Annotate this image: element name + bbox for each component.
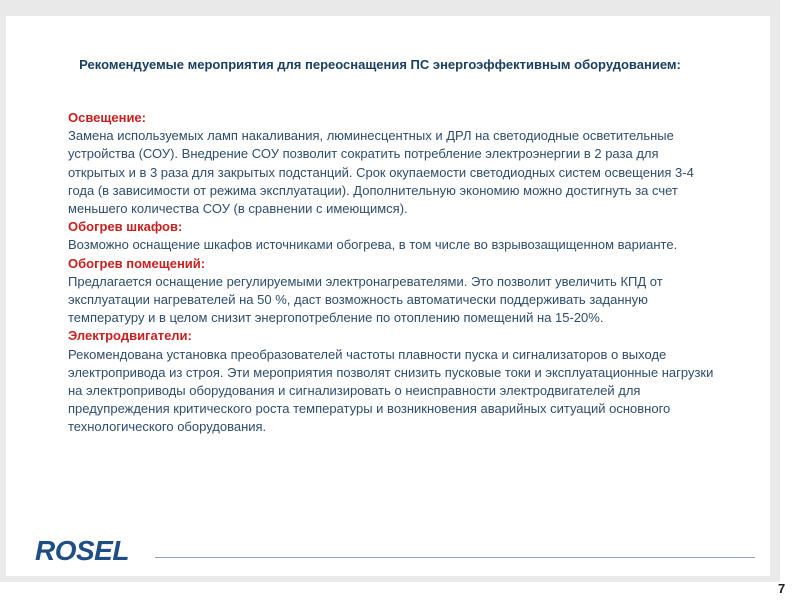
section-cabinet-heating [68, 218, 718, 254]
content-body [68, 109, 718, 437]
section-heading: Обогрев шкафов: [68, 219, 183, 235]
logo-text: ROSEL [35, 535, 129, 564]
section-heading: Обогрев помещений: [68, 255, 206, 271]
footer-divider [155, 557, 755, 558]
page-number: 7 [778, 581, 786, 596]
section-text: Предлагается оснащение регулируемыми электронагревателями. Это позволит увеличить КПД от эксплуатации нагревателей на 50 %, даст возможность автоматически поддерживать заданную температуру и в целом снизит энергопотребление по отоплению помещений на 15-20%. [68, 273, 663, 326]
section-heading: Освещение: [68, 110, 146, 125]
section-electric-motors [68, 327, 718, 436]
rosel-logo [33, 534, 139, 564]
section-room-heating [68, 255, 718, 328]
section-text: Замена используемых ламп накаливания, люминесцентных и ДРЛ на светодиодные осветительные устройства (СОУ). Внедрение СОУ позволит сократить потребление электроэнергии в 2 раза для открытых и в 3 раза для закрытых подстанций. Срок окупаемости светодиодных систем освещения 3-4 года (в зависимости от режима эксплуатации). Дополнительную экономию можно достигнуть за счет меньшего количества СОУ (в сравнении с имеющимся). [68, 128, 694, 217]
section-lighting [68, 109, 718, 218]
section-text: Возможно оснащение шкафов источниками обогрева, в том числе во взрывозащищенном варианте. [68, 237, 678, 253]
section-text: Рекомендована установка преобразователей частоты плавности пуска и сигнализаторов о выходе электропривода из строя. Эти мероприятия позволят снизить пусковые токи и эксплуатационные нагрузки на электроприводы оборудования и сигнализировать о неисправности электродвигателей для предупреждения критического роста температуры и возникновения аварийных ситуаций основного технологического оборудования. [68, 346, 714, 435]
slide-title: Рекомендуемые мероприятия для переоснащения ПС энергоэффективным оборудованием: [79, 57, 681, 72]
section-heading: Электродвигатели: [68, 328, 192, 344]
